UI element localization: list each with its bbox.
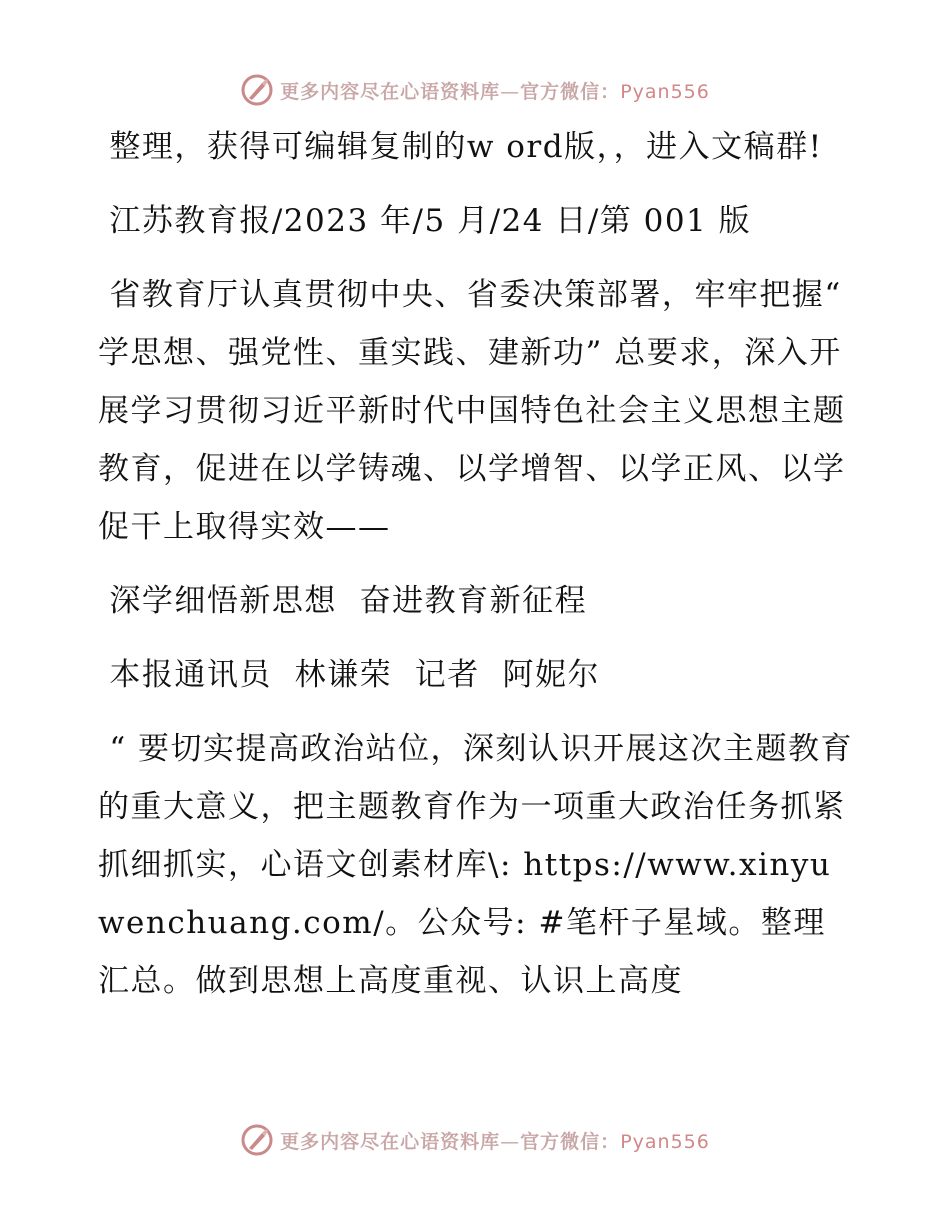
watermark-dash: —: [500, 80, 521, 103]
paragraph-lead: 省教育厅认真贯彻中央、省委决策部署，牢牢把握“ 学思想、强党性、重实践、建新功” 总要求，深入开展学习贯彻习近平新时代中国特色社会主义思想主题教育，促进在以学铸魂、以学增智、以学正风、以学促干上取得实效——: [98, 277, 854, 545]
watermark-dash: —: [500, 1130, 521, 1153]
watermark-label: 官方微信：: [520, 80, 621, 103]
document-body: [98, 118, 858, 1010]
paragraph-source: 江苏教育报/2023 年/5 月/24 日/第 001 版: [98, 203, 752, 239]
watermark-wechat-id: Pyan556: [620, 1130, 710, 1153]
watermark-site-name: 更多内容尽在心语资料库: [280, 1130, 501, 1153]
header-watermark: [0, 70, 950, 110]
paragraph-quote: “ 要切实提高政治站位，深刻认识开展这次主题教育的重大意义，把主题教育作为一项重大政治任务抓紧抓细抓实，心语文创素材库\: https://www.xinyuwenchuang.com/。公众号: #笔杆子星域。整理汇总。做到思想上高度重视、认识上高度: [98, 731, 854, 999]
article-headline: 深学细悟新思想 奋进教育新征程: [98, 583, 588, 619]
watermark-text: [280, 77, 710, 104]
watermark-text: [280, 1127, 710, 1154]
watermark-site-name: 更多内容尽在心语资料库: [280, 80, 501, 103]
watermark-wechat-id: Pyan556: [620, 80, 710, 103]
footer-watermark: [0, 1120, 950, 1160]
paragraph-intro: 整理，获得可编辑复制的w ord版，，进入文稿群!: [98, 129, 823, 165]
article-byline: 本报通讯员 林谦荣 记者 阿妮尔: [98, 657, 600, 693]
pen-seal-icon: [240, 73, 274, 107]
watermark-label: 官方微信：: [520, 1130, 621, 1153]
pen-seal-icon: [240, 1123, 274, 1157]
